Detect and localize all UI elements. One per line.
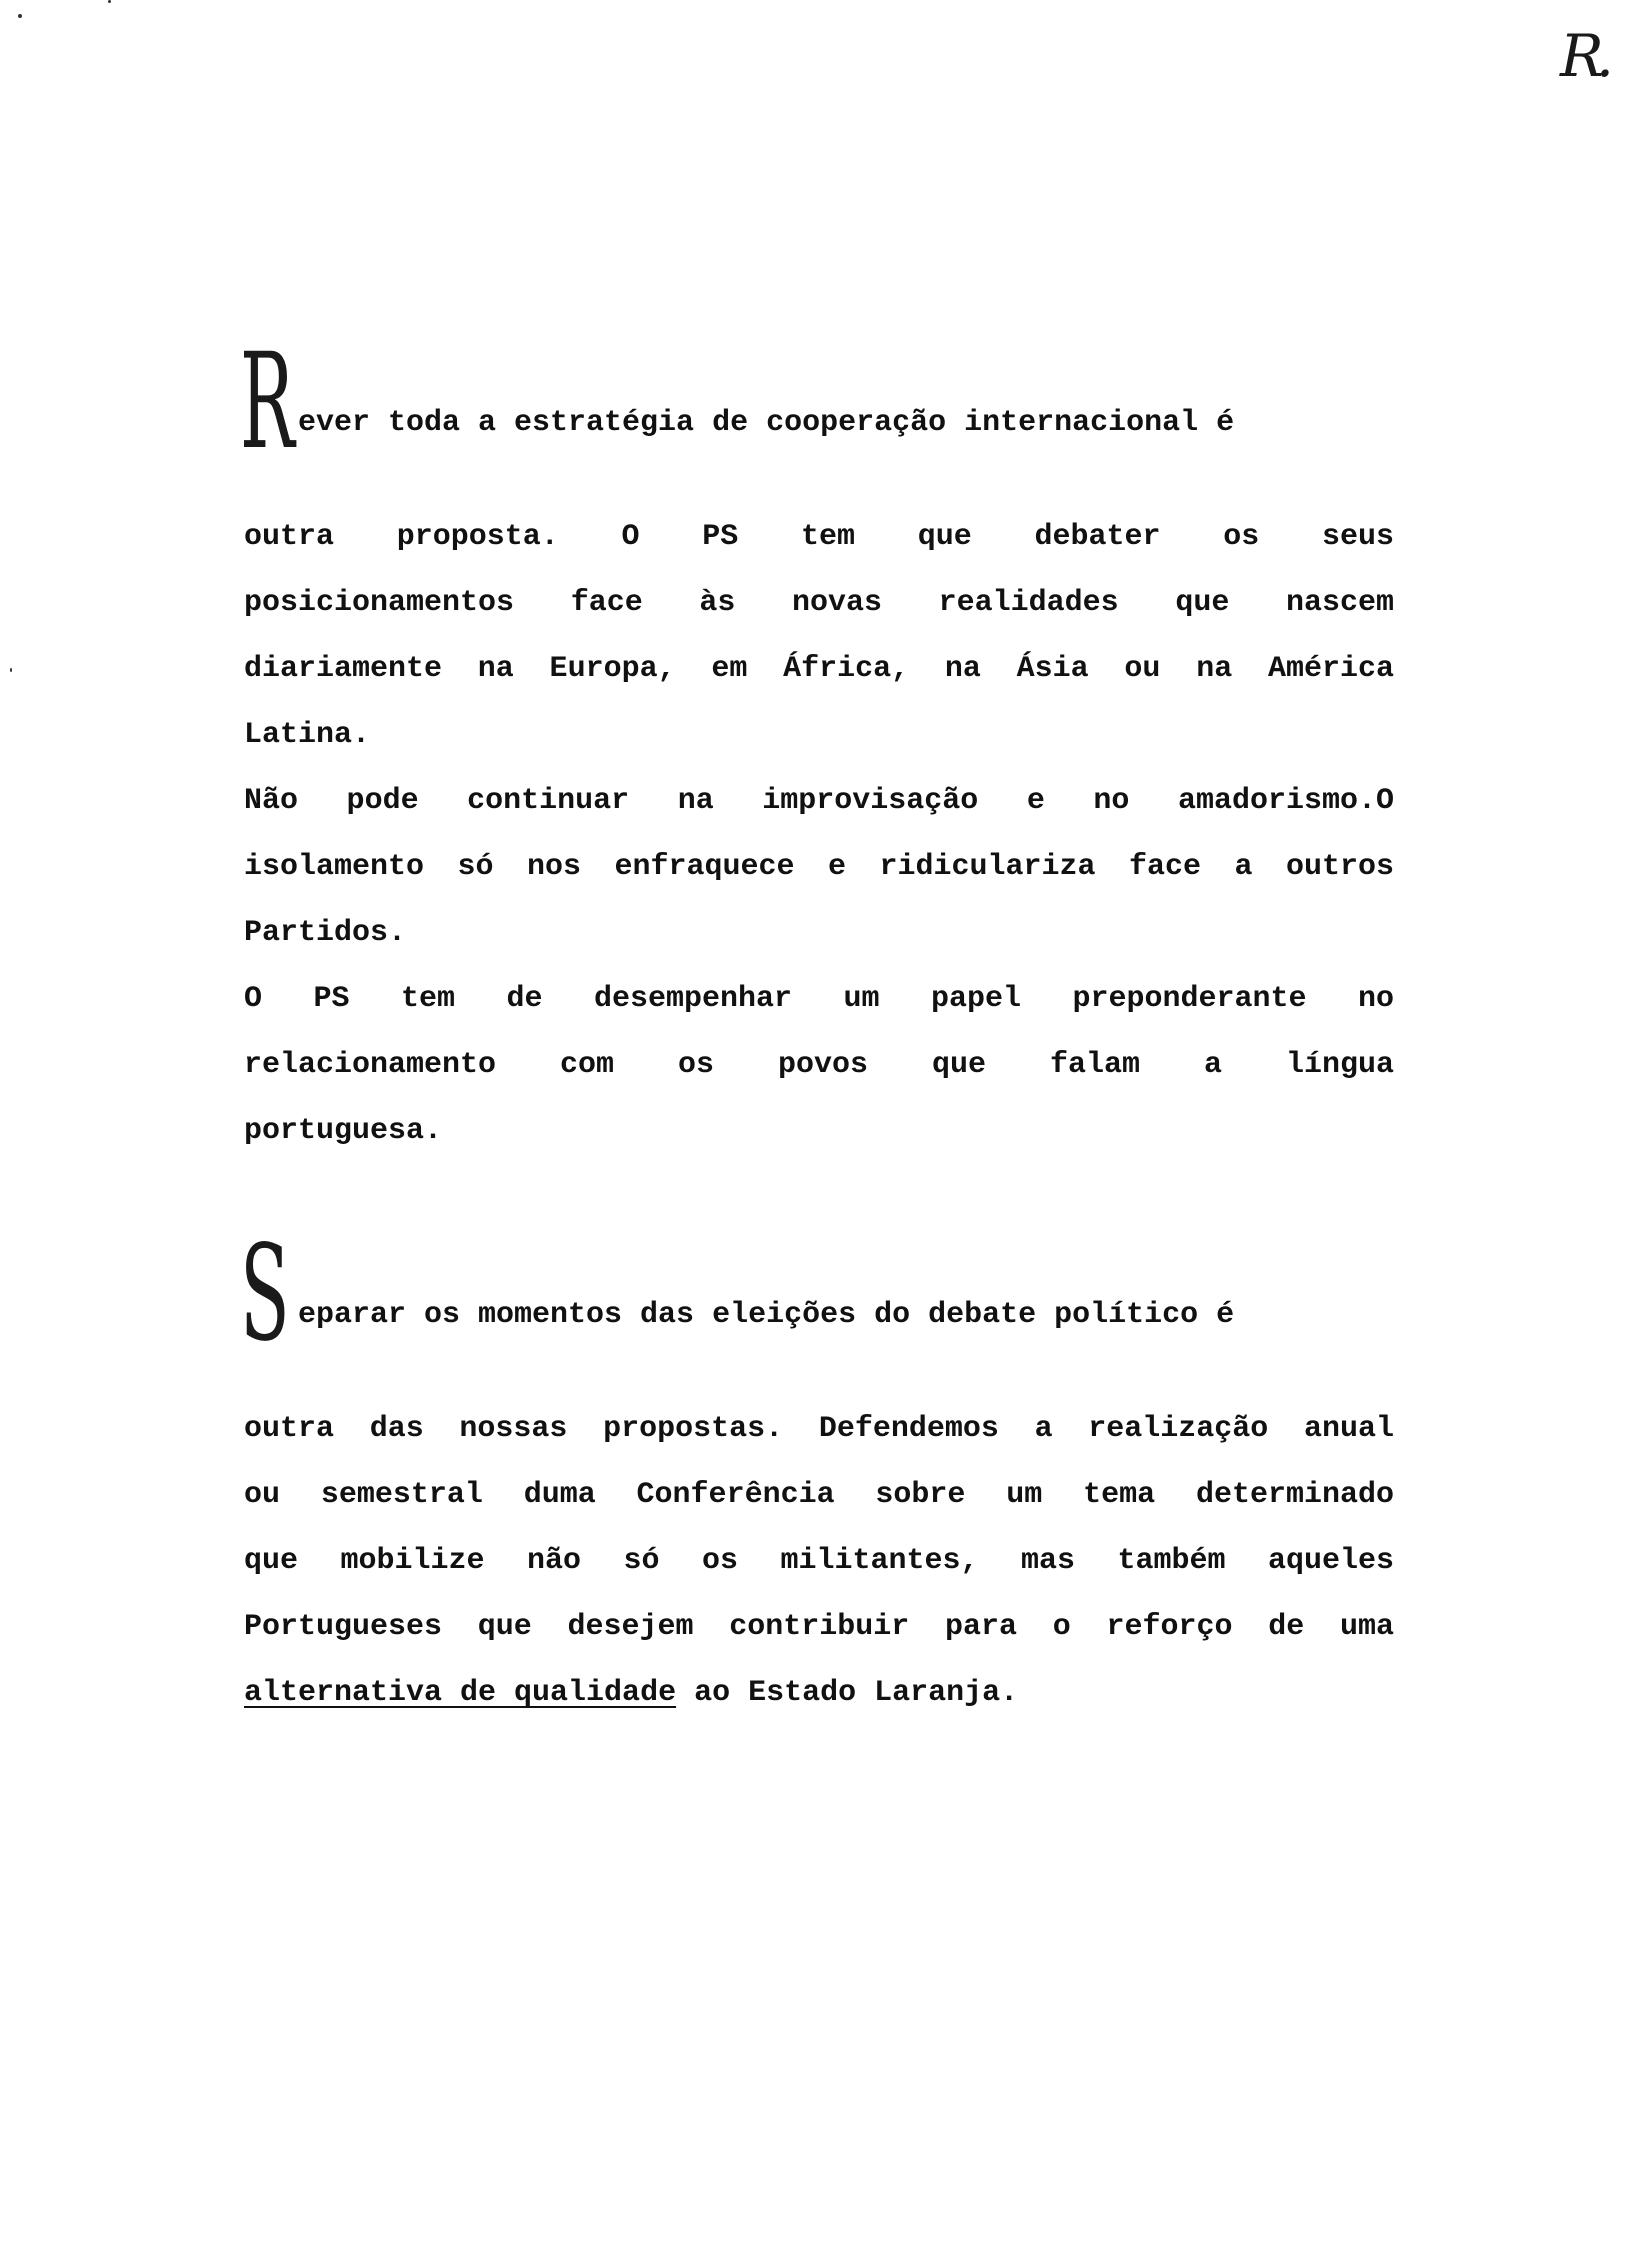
text-line: relacionamento com os povos que falam a língua <box>244 1048 1394 1082</box>
text-line: isolamento só nos enfraquece e ridiculariza face a outros <box>244 850 1394 884</box>
final-line-rest: ao Estado Laranja. <box>676 1676 1019 1710</box>
text-line: Não pode continuar na improvisação e no amadorismo.O <box>244 784 1394 818</box>
handwritten-initials: R. <box>1560 22 1607 90</box>
drop-cap: R <box>240 325 295 479</box>
drop-cap: S <box>240 1217 290 1371</box>
text-line: posicionamentos face às novas realidades que nascem <box>244 586 1394 620</box>
text-line: diariamente na Europa, em África, na Ásia ou na América <box>244 652 1394 686</box>
text-line: Portugueses que desejem contribuir para o reforço de uma <box>244 1610 1394 1644</box>
text-line: O PS tem de desempenhar um papel preponderante no <box>244 982 1394 1016</box>
scan-speck <box>10 668 12 672</box>
text-line: outra proposta. O PS tem que debater os seus <box>244 520 1394 554</box>
text-line-final <box>244 1660 1394 1726</box>
paragraph-cooperacao <box>240 325 1394 1164</box>
lead-text: eparar os momentos das eleições do debate político é <box>298 1298 1235 1332</box>
scan-speck <box>18 14 22 18</box>
lead-text: ever toda a estratégia de cooperação internacional é <box>298 406 1235 440</box>
underlined-phrase: alternativa de qualidade <box>244 1676 677 1710</box>
paragraph-conferencia <box>240 1217 1394 1726</box>
text-line: ou semestral duma Conferência sobre um tema determinado <box>244 1478 1394 1512</box>
text-line: outra das nossas propostas. Defendemos a realização anual <box>244 1412 1394 1446</box>
text-line: que mobilize não só os militantes, mas também aqueles <box>244 1544 1394 1578</box>
scan-speck <box>108 0 111 3</box>
lead-line <box>240 325 1394 479</box>
text-line: Latina. <box>244 718 371 752</box>
text-line: Partidos. <box>244 916 407 950</box>
text-line: portuguesa. <box>244 1114 443 1148</box>
lead-line <box>240 1217 1394 1371</box>
